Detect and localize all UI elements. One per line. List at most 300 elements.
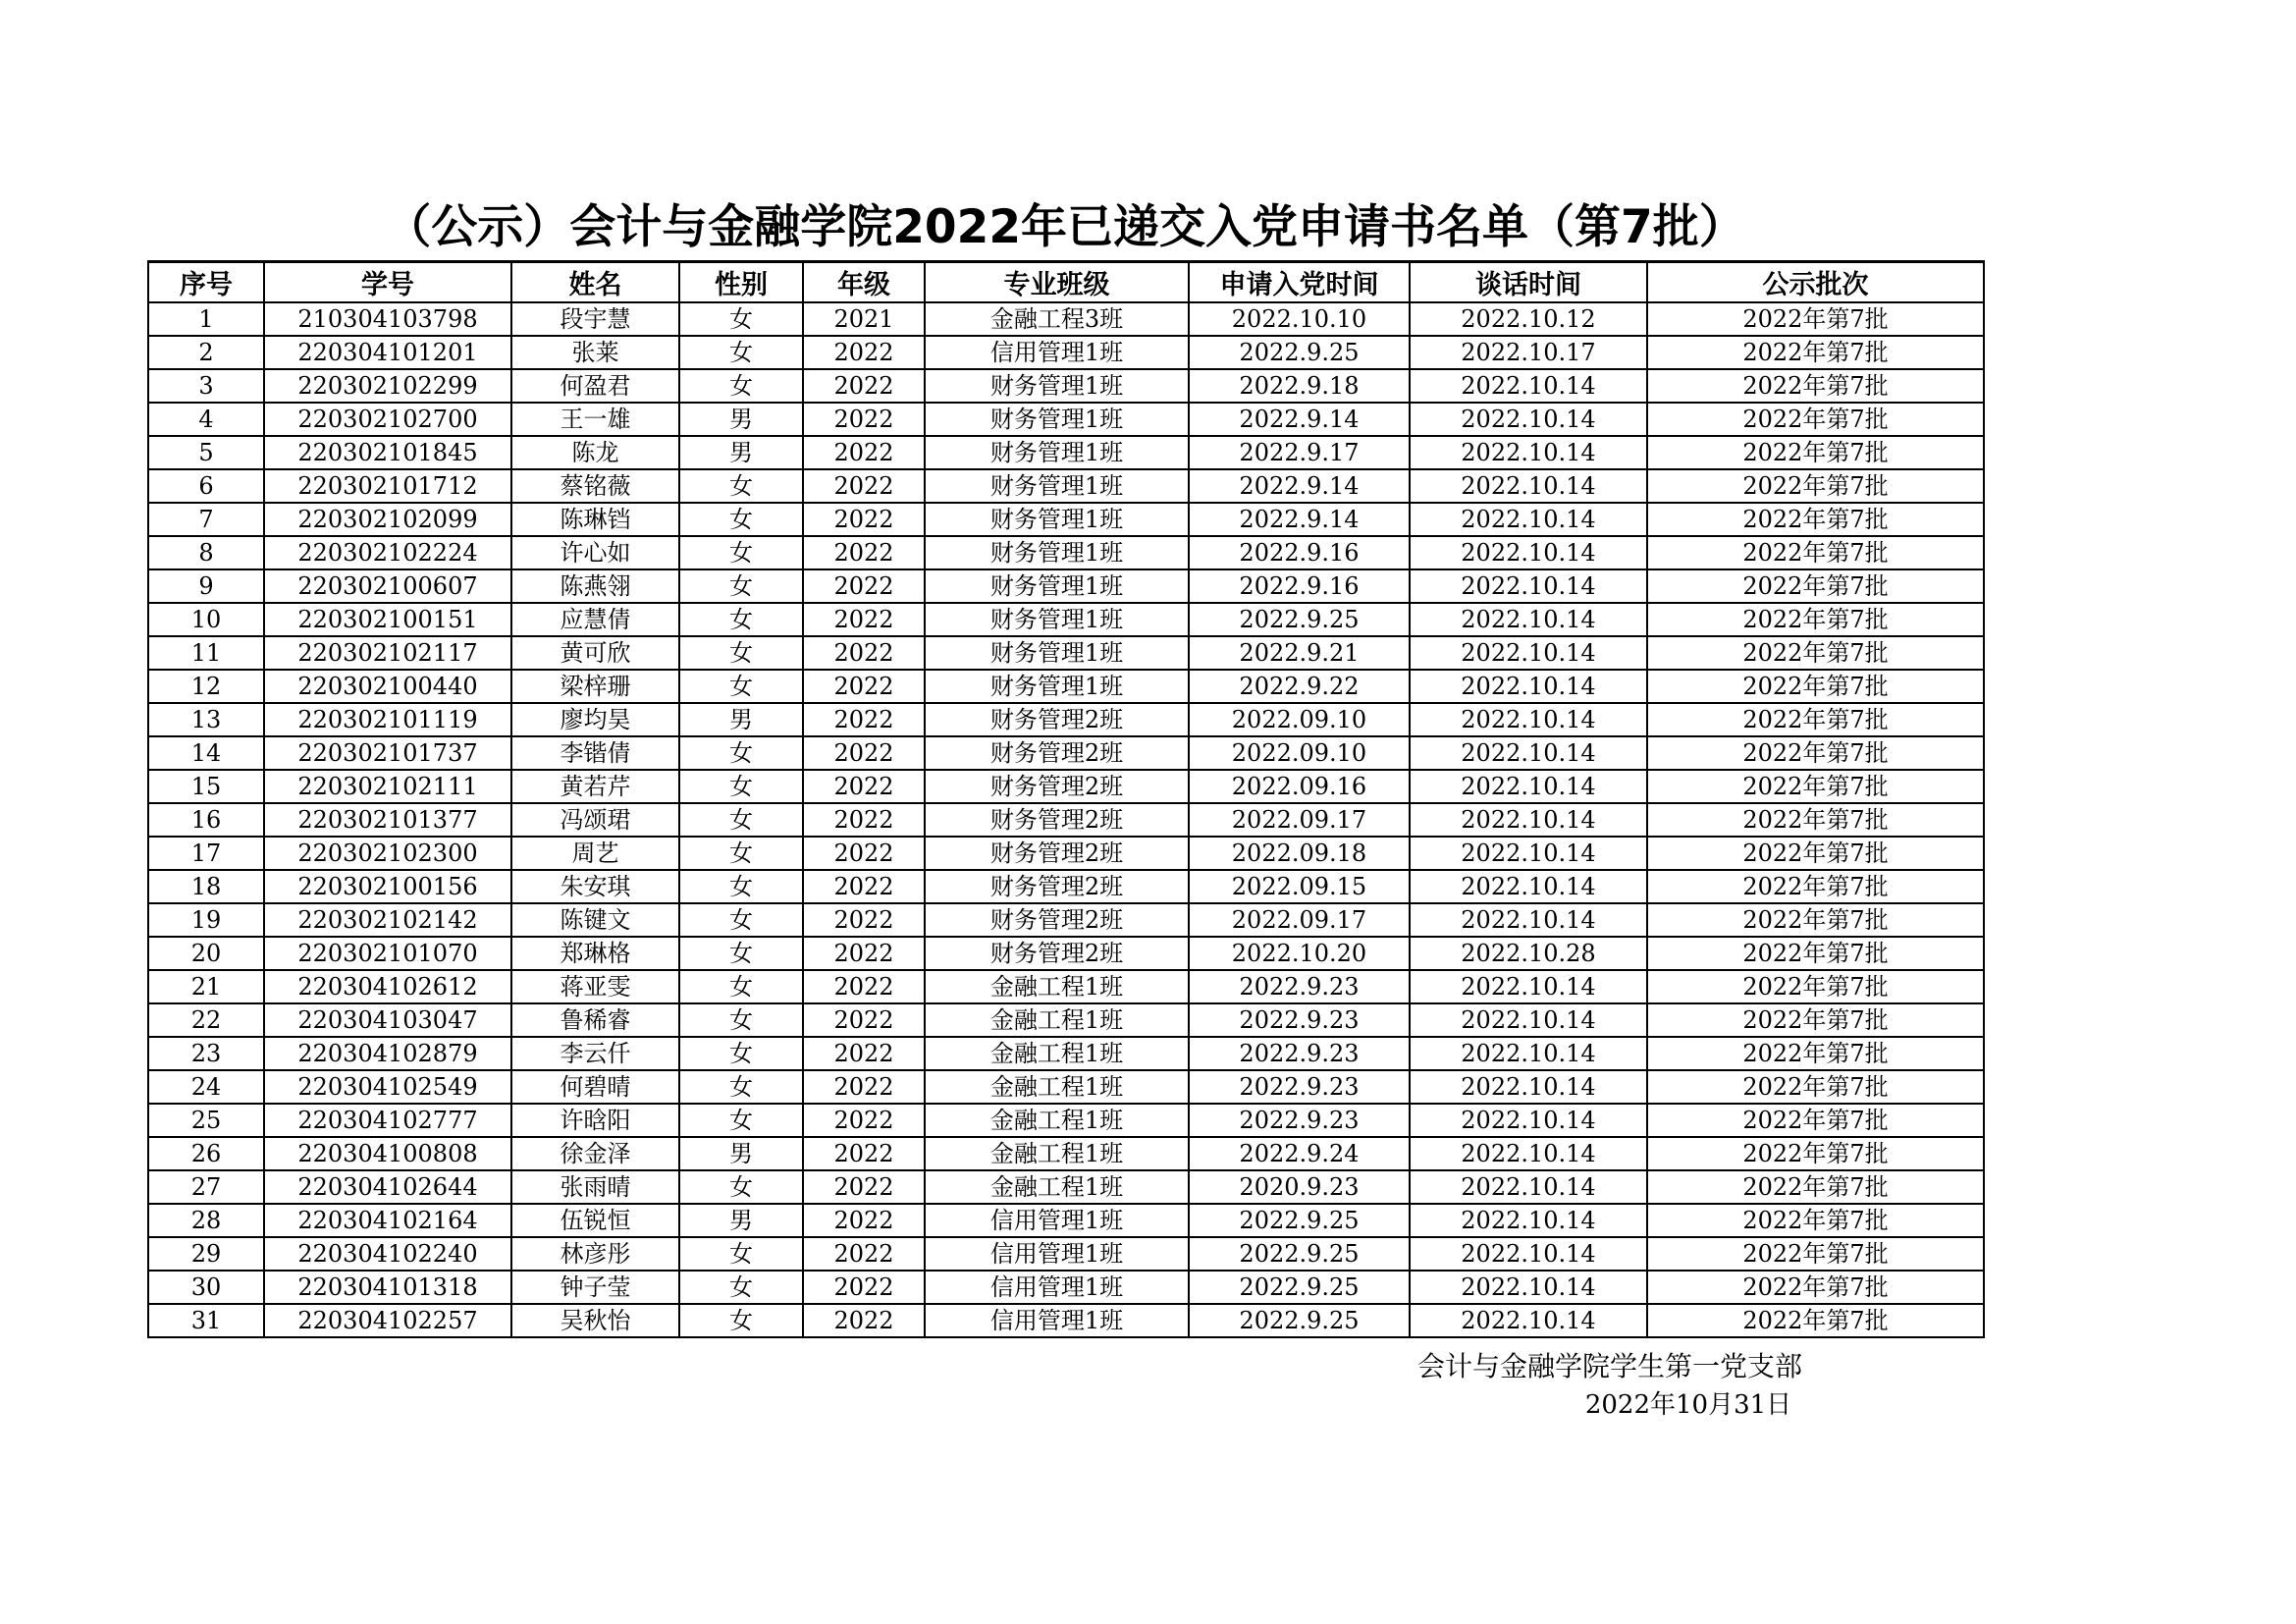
cell-col-batch: 2022年第7批 [1647,1037,1984,1070]
cell-col-class: 金融工程1班 [925,970,1189,1003]
cell-col-gender: 女 [679,569,803,603]
cell-col-apply-date: 2022.09.17 [1189,903,1410,937]
cell-col-gender: 女 [679,469,803,503]
cell-col-student-id: 220302101119 [264,703,511,736]
cell-col-interview-date: 2022.10.14 [1410,903,1647,937]
cell-col-name: 王一雄 [511,403,679,436]
cell-col-batch: 2022年第7批 [1647,870,1984,903]
cell-col-apply-date: 2022.9.23 [1189,1037,1410,1070]
cell-col-index: 9 [148,569,264,603]
cell-col-apply-date: 2022.9.25 [1189,1271,1410,1304]
header-col-grade: 年级 [803,262,925,303]
cell-col-name: 李锴倩 [511,736,679,770]
cell-col-gender: 女 [679,970,803,1003]
page-title: （公示）会计与金融学院2022年已递交入党申请书名单（第7批） [385,200,1745,254]
cell-col-batch: 2022年第7批 [1647,1003,1984,1037]
cell-col-batch: 2022年第7批 [1647,770,1984,803]
cell-col-grade: 2022 [803,903,925,937]
header-col-interview-date: 谈话时间 [1410,262,1647,303]
cell-col-student-id: 220302102700 [264,403,511,436]
cell-col-class: 财务管理1班 [925,469,1189,503]
cell-col-batch: 2022年第7批 [1647,1237,1984,1271]
cell-col-student-id: 220302100440 [264,670,511,703]
cell-col-batch: 2022年第7批 [1647,536,1984,569]
cell-col-student-id: 220304102164 [264,1204,511,1237]
cell-col-student-id: 220302101737 [264,736,511,770]
cell-col-index: 28 [148,1204,264,1237]
footer-organization: 会计与金融学院学生第一党支部 [1416,1350,1802,1382]
cell-col-interview-date: 2022.10.14 [1410,870,1647,903]
cell-col-class: 金融工程1班 [925,1170,1189,1204]
cell-col-class: 财务管理2班 [925,937,1189,970]
table-row [148,1070,1984,1104]
cell-col-name: 廖均昊 [511,703,679,736]
cell-col-interview-date: 2022.10.14 [1410,837,1647,870]
cell-col-apply-date: 2022.9.25 [1189,336,1410,369]
cell-col-index: 21 [148,970,264,1003]
header-col-apply-date: 申请入党时间 [1189,262,1410,303]
cell-col-class: 信用管理1班 [925,336,1189,369]
cell-col-gender: 男 [679,1137,803,1170]
cell-col-interview-date: 2022.10.14 [1410,1003,1647,1037]
cell-col-grade: 2022 [803,703,925,736]
table-row [148,937,1984,970]
cell-col-grade: 2022 [803,970,925,1003]
table-row [148,1037,1984,1070]
cell-col-class: 金融工程1班 [925,1104,1189,1137]
cell-col-name: 钟子莹 [511,1271,679,1304]
cell-col-batch: 2022年第7批 [1647,469,1984,503]
cell-col-index: 16 [148,803,264,837]
cell-col-gender: 女 [679,1003,803,1037]
cell-col-interview-date: 2022.10.14 [1410,703,1647,736]
cell-col-gender: 女 [679,870,803,903]
cell-col-class: 财务管理2班 [925,736,1189,770]
cell-col-batch: 2022年第7批 [1647,1104,1984,1137]
cell-col-grade: 2022 [803,503,925,536]
cell-col-student-id: 220304102879 [264,1037,511,1070]
cell-col-apply-date: 2022.10.10 [1189,302,1410,336]
cell-col-batch: 2022年第7批 [1647,970,1984,1003]
cell-col-student-id: 220304102644 [264,1170,511,1204]
cell-col-grade: 2022 [803,837,925,870]
cell-col-index: 23 [148,1037,264,1070]
cell-col-student-id: 220304102777 [264,1104,511,1137]
cell-col-apply-date: 2022.10.20 [1189,937,1410,970]
cell-col-index: 24 [148,1070,264,1104]
cell-col-index: 3 [148,369,264,403]
cell-col-interview-date: 2022.10.14 [1410,369,1647,403]
cell-col-name: 梁梓珊 [511,670,679,703]
table-row [148,1170,1984,1204]
header-col-batch: 公示批次 [1647,262,1984,303]
cell-col-apply-date: 2022.09.10 [1189,736,1410,770]
table-row [148,436,1984,469]
cell-col-interview-date: 2022.10.14 [1410,1104,1647,1137]
cell-col-apply-date: 2022.9.23 [1189,970,1410,1003]
cell-col-class: 财务管理1班 [925,636,1189,670]
cell-col-apply-date: 2022.9.23 [1189,1070,1410,1104]
cell-col-batch: 2022年第7批 [1647,369,1984,403]
cell-col-student-id: 220302100151 [264,603,511,636]
cell-col-class: 财务管理1班 [925,569,1189,603]
cell-col-student-id: 220302102142 [264,903,511,937]
cell-col-grade: 2022 [803,1204,925,1237]
table-row [148,1304,1984,1337]
cell-col-class: 财务管理1班 [925,536,1189,569]
cell-col-grade: 2022 [803,770,925,803]
cell-col-batch: 2022年第7批 [1647,937,1984,970]
table-row [148,1204,1984,1237]
cell-col-apply-date: 2022.9.25 [1189,603,1410,636]
cell-col-class: 财务管理1班 [925,603,1189,636]
cell-col-index: 8 [148,536,264,569]
cell-col-grade: 2022 [803,603,925,636]
cell-col-gender: 女 [679,803,803,837]
cell-col-batch: 2022年第7批 [1647,569,1984,603]
cell-col-gender: 女 [679,1104,803,1137]
cell-col-interview-date: 2022.10.14 [1410,1304,1647,1337]
cell-col-student-id: 220302101712 [264,469,511,503]
cell-col-batch: 2022年第7批 [1647,336,1984,369]
cell-col-apply-date: 2022.09.10 [1189,703,1410,736]
cell-col-grade: 2022 [803,1104,925,1137]
cell-col-gender: 女 [679,536,803,569]
cell-col-student-id: 220304102240 [264,1237,511,1271]
cell-col-name: 张莱 [511,336,679,369]
cell-col-gender: 女 [679,670,803,703]
cell-col-interview-date: 2022.10.12 [1410,302,1647,336]
applicant-table [147,260,1985,1338]
cell-col-batch: 2022年第7批 [1647,903,1984,937]
cell-col-index: 26 [148,1137,264,1170]
cell-col-batch: 2022年第7批 [1647,803,1984,837]
cell-col-apply-date: 2022.9.24 [1189,1137,1410,1170]
table-row [148,903,1984,937]
table-row [148,1104,1984,1137]
cell-col-index: 22 [148,1003,264,1037]
cell-col-class: 金融工程1班 [925,1137,1189,1170]
cell-col-gender: 女 [679,636,803,670]
cell-col-class: 财务管理1班 [925,369,1189,403]
cell-col-apply-date: 2022.09.16 [1189,770,1410,803]
table-row [148,569,1984,603]
cell-col-class: 信用管理1班 [925,1304,1189,1337]
cell-col-student-id: 220302100607 [264,569,511,603]
cell-col-gender: 男 [679,403,803,436]
cell-col-grade: 2022 [803,336,925,369]
cell-col-grade: 2022 [803,436,925,469]
cell-col-batch: 2022年第7批 [1647,670,1984,703]
cell-col-apply-date: 2022.9.23 [1189,1003,1410,1037]
cell-col-class: 财务管理2班 [925,870,1189,903]
cell-col-class: 金融工程3班 [925,302,1189,336]
cell-col-apply-date: 2022.09.18 [1189,837,1410,870]
cell-col-name: 应慧倩 [511,603,679,636]
table-body [148,302,1984,1337]
cell-col-apply-date: 2022.9.23 [1189,1104,1410,1137]
cell-col-name: 许晗阳 [511,1104,679,1137]
cell-col-batch: 2022年第7批 [1647,302,1984,336]
cell-col-name: 冯颂珺 [511,803,679,837]
cell-col-apply-date: 2022.09.17 [1189,803,1410,837]
cell-col-gender: 女 [679,369,803,403]
cell-col-index: 15 [148,770,264,803]
cell-col-index: 10 [148,603,264,636]
cell-col-grade: 2022 [803,1037,925,1070]
cell-col-name: 陈琳铛 [511,503,679,536]
cell-col-student-id: 220302100156 [264,870,511,903]
cell-col-apply-date: 2022.9.22 [1189,670,1410,703]
cell-col-student-id: 220302102299 [264,369,511,403]
cell-col-interview-date: 2022.10.14 [1410,1037,1647,1070]
cell-col-name: 吴秋怡 [511,1304,679,1337]
table-row [148,837,1984,870]
cell-col-student-id: 220302102117 [264,636,511,670]
cell-col-class: 财务管理2班 [925,903,1189,937]
cell-col-interview-date: 2022.10.14 [1410,736,1647,770]
cell-col-grade: 2022 [803,469,925,503]
cell-col-batch: 2022年第7批 [1647,1070,1984,1104]
cell-col-interview-date: 2022.10.14 [1410,503,1647,536]
cell-col-gender: 女 [679,302,803,336]
cell-col-index: 5 [148,436,264,469]
cell-col-apply-date: 2020.9.23 [1189,1170,1410,1204]
cell-col-class: 金融工程1班 [925,1070,1189,1104]
cell-col-grade: 2022 [803,736,925,770]
cell-col-gender: 女 [679,1237,803,1271]
cell-col-index: 6 [148,469,264,503]
cell-col-name: 徐金泽 [511,1137,679,1170]
table-row [148,403,1984,436]
table-row [148,503,1984,536]
cell-col-class: 金融工程1班 [925,1037,1189,1070]
cell-col-batch: 2022年第7批 [1647,1204,1984,1237]
cell-col-interview-date: 2022.10.14 [1410,770,1647,803]
cell-col-interview-date: 2022.10.17 [1410,336,1647,369]
cell-col-student-id: 220302102111 [264,770,511,803]
cell-col-class: 信用管理1班 [925,1271,1189,1304]
cell-col-name: 陈龙 [511,436,679,469]
cell-col-gender: 男 [679,1204,803,1237]
cell-col-gender: 女 [679,603,803,636]
cell-col-student-id: 220302101845 [264,436,511,469]
cell-col-gender: 男 [679,703,803,736]
table-row [148,703,1984,736]
table-row [148,1237,1984,1271]
cell-col-grade: 2022 [803,1271,925,1304]
cell-col-interview-date: 2022.10.14 [1410,469,1647,503]
cell-col-name: 伍锐恒 [511,1204,679,1237]
cell-col-interview-date: 2022.10.14 [1410,603,1647,636]
cell-col-apply-date: 2022.9.18 [1189,369,1410,403]
cell-col-gender: 女 [679,736,803,770]
cell-col-index: 4 [148,403,264,436]
cell-col-index: 11 [148,636,264,670]
cell-col-student-id: 220302102224 [264,536,511,569]
cell-col-index: 20 [148,937,264,970]
cell-col-name: 陈燕翎 [511,569,679,603]
cell-col-apply-date: 2022.09.15 [1189,870,1410,903]
cell-col-interview-date: 2022.10.14 [1410,636,1647,670]
table-row [148,603,1984,636]
cell-col-batch: 2022年第7批 [1647,1304,1984,1337]
cell-col-gender: 女 [679,937,803,970]
cell-col-gender: 女 [679,770,803,803]
cell-col-batch: 2022年第7批 [1647,636,1984,670]
cell-col-student-id: 210304103798 [264,302,511,336]
cell-col-interview-date: 2022.10.14 [1410,569,1647,603]
cell-col-index: 25 [148,1104,264,1137]
cell-col-grade: 2022 [803,1170,925,1204]
cell-col-interview-date: 2022.10.14 [1410,803,1647,837]
table-row [148,770,1984,803]
cell-col-name: 蔡铭薇 [511,469,679,503]
cell-col-batch: 2022年第7批 [1647,436,1984,469]
table-row [148,1003,1984,1037]
cell-col-grade: 2022 [803,937,925,970]
cell-col-class: 信用管理1班 [925,1237,1189,1271]
cell-col-index: 12 [148,670,264,703]
cell-col-name: 李云仟 [511,1037,679,1070]
cell-col-student-id: 220304102612 [264,970,511,1003]
table-row [148,736,1984,770]
cell-col-name: 蒋亚雯 [511,970,679,1003]
cell-col-index: 31 [148,1304,264,1337]
cell-col-batch: 2022年第7批 [1647,1271,1984,1304]
cell-col-index: 30 [148,1271,264,1304]
header-row [148,262,1984,303]
header-col-name: 姓名 [511,262,679,303]
cell-col-student-id: 220302101377 [264,803,511,837]
cell-col-interview-date: 2022.10.14 [1410,436,1647,469]
cell-col-interview-date: 2022.10.14 [1410,1137,1647,1170]
cell-col-gender: 女 [679,1304,803,1337]
cell-col-grade: 2022 [803,636,925,670]
cell-col-name: 周艺 [511,837,679,870]
cell-col-interview-date: 2022.10.28 [1410,937,1647,970]
cell-col-batch: 2022年第7批 [1647,503,1984,536]
cell-col-gender: 女 [679,1170,803,1204]
cell-col-student-id: 220304102549 [264,1070,511,1104]
cell-col-grade: 2022 [803,403,925,436]
cell-col-apply-date: 2022.9.25 [1189,1204,1410,1237]
cell-col-grade: 2022 [803,803,925,837]
cell-col-name: 朱安琪 [511,870,679,903]
header-col-class: 专业班级 [925,262,1189,303]
cell-col-index: 7 [148,503,264,536]
cell-col-grade: 2022 [803,670,925,703]
cell-col-name: 郑琳格 [511,937,679,970]
cell-col-class: 金融工程1班 [925,1003,1189,1037]
cell-col-name: 何碧晴 [511,1070,679,1104]
cell-col-student-id: 220302102300 [264,837,511,870]
table-row [148,870,1984,903]
cell-col-batch: 2022年第7批 [1647,1170,1984,1204]
cell-col-gender: 女 [679,1070,803,1104]
cell-col-name: 许心如 [511,536,679,569]
cell-col-interview-date: 2022.10.14 [1410,1070,1647,1104]
cell-col-name: 何盈君 [511,369,679,403]
cell-col-index: 27 [148,1170,264,1204]
cell-col-student-id: 220304100808 [264,1137,511,1170]
cell-col-apply-date: 2022.9.16 [1189,569,1410,603]
cell-col-index: 18 [148,870,264,903]
cell-col-interview-date: 2022.10.14 [1410,970,1647,1003]
cell-col-class: 信用管理1班 [925,1204,1189,1237]
cell-col-batch: 2022年第7批 [1647,1137,1984,1170]
cell-col-class: 财务管理2班 [925,837,1189,870]
cell-col-interview-date: 2022.10.14 [1410,1204,1647,1237]
cell-col-student-id: 220304103047 [264,1003,511,1037]
cell-col-grade: 2022 [803,1070,925,1104]
table-row [148,1271,1984,1304]
cell-col-interview-date: 2022.10.14 [1410,403,1647,436]
table-row [148,536,1984,569]
cell-col-apply-date: 2022.9.21 [1189,636,1410,670]
cell-col-class: 财务管理1班 [925,403,1189,436]
table-row [148,1137,1984,1170]
cell-col-name: 鲁稀睿 [511,1003,679,1037]
table-row [148,469,1984,503]
cell-col-batch: 2022年第7批 [1647,837,1984,870]
cell-col-name: 黄若芹 [511,770,679,803]
cell-col-name: 黄可欣 [511,636,679,670]
cell-col-interview-date: 2022.10.14 [1410,670,1647,703]
table-row [148,336,1984,369]
cell-col-grade: 2022 [803,569,925,603]
cell-col-grade: 2022 [803,1304,925,1337]
cell-col-class: 财务管理1班 [925,670,1189,703]
cell-col-gender: 女 [679,1037,803,1070]
cell-col-name: 林彦彤 [511,1237,679,1271]
cell-col-gender: 女 [679,503,803,536]
cell-col-apply-date: 2022.9.14 [1189,503,1410,536]
cell-col-batch: 2022年第7批 [1647,403,1984,436]
cell-col-gender: 女 [679,903,803,937]
cell-col-index: 29 [148,1237,264,1271]
cell-col-apply-date: 2022.9.16 [1189,536,1410,569]
cell-col-class: 财务管理2班 [925,770,1189,803]
table-row [148,803,1984,837]
table-row [148,369,1984,403]
cell-col-gender: 男 [679,436,803,469]
cell-col-gender: 女 [679,336,803,369]
cell-col-index: 13 [148,703,264,736]
cell-col-gender: 女 [679,1271,803,1304]
cell-col-batch: 2022年第7批 [1647,736,1984,770]
cell-col-class: 财务管理2班 [925,803,1189,837]
cell-col-class: 财务管理1班 [925,436,1189,469]
cell-col-apply-date: 2022.9.25 [1189,1237,1410,1271]
table-row [148,670,1984,703]
cell-col-name: 段宇慧 [511,302,679,336]
cell-col-grade: 2022 [803,870,925,903]
cell-col-class: 财务管理1班 [925,503,1189,536]
cell-col-index: 17 [148,837,264,870]
footer-date: 2022年10月31日 [1584,1390,1792,1420]
cell-col-grade: 2022 [803,536,925,569]
header-col-student-id: 学号 [264,262,511,303]
cell-col-student-id: 220304101318 [264,1271,511,1304]
cell-col-index: 1 [148,302,264,336]
cell-col-interview-date: 2022.10.14 [1410,536,1647,569]
table-header [148,262,1984,303]
cell-col-name: 张雨晴 [511,1170,679,1204]
cell-col-gender: 女 [679,837,803,870]
cell-col-batch: 2022年第7批 [1647,703,1984,736]
cell-col-index: 14 [148,736,264,770]
